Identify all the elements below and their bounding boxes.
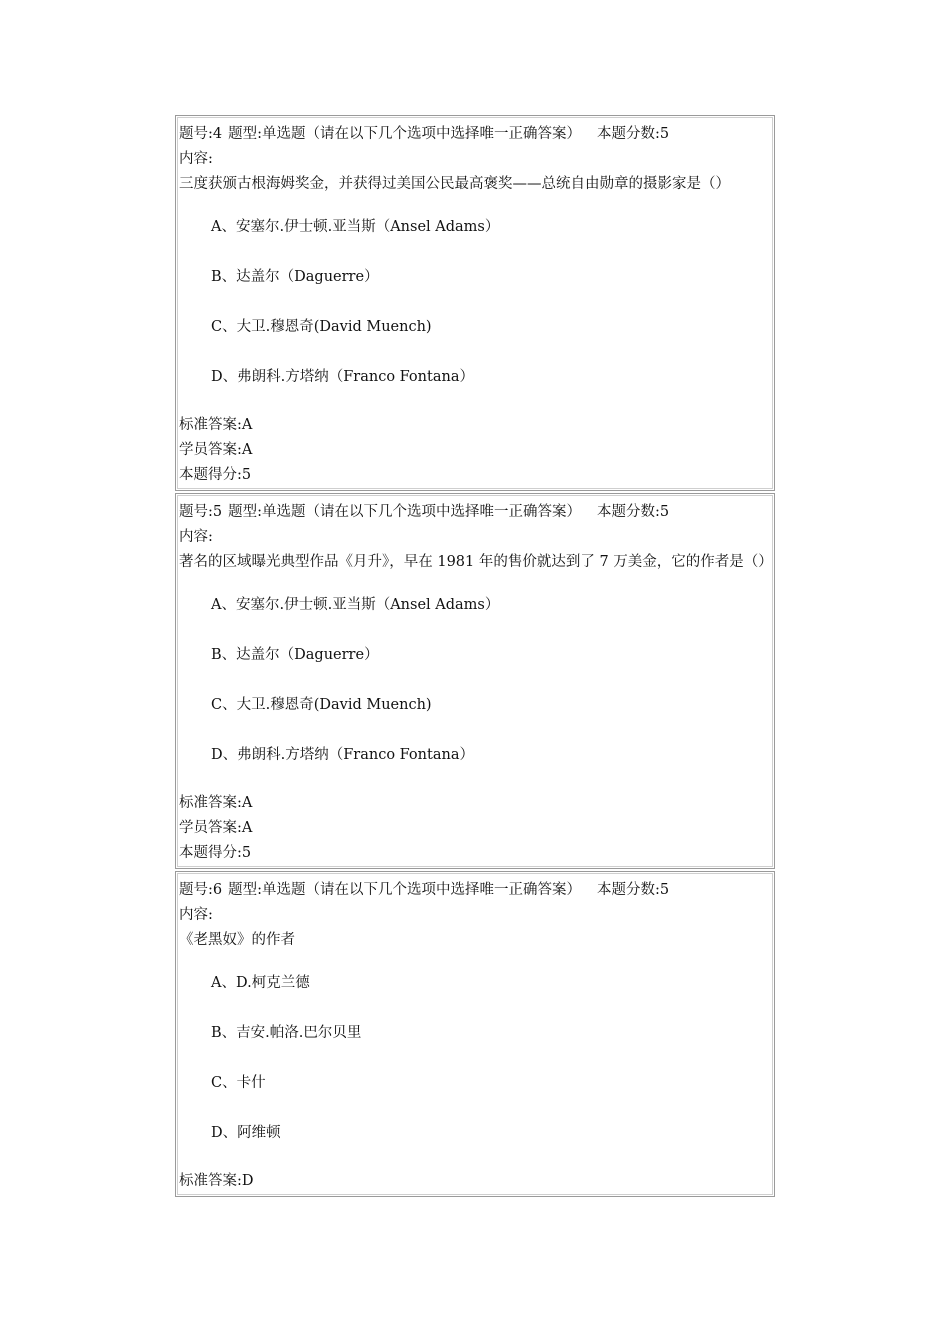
question-stem: 三度获颁古根海姆奖金，并获得过美国公民最高褒奖——总统自由勋章的摄影家是（）: [179, 176, 730, 192]
option-list: [179, 575, 774, 791]
question-header: [179, 878, 774, 903]
option-c: C、卡什: [211, 1075, 266, 1091]
content-label: 内容:: [179, 907, 213, 923]
question-header: [179, 500, 774, 525]
earned-score: 本题得分:5: [179, 845, 252, 861]
earned-score: 本题得分:5: [179, 467, 252, 483]
exam-review-sheet: [175, 115, 775, 1197]
option-list: [179, 953, 774, 1169]
standard-answer: 标准答案:A: [179, 417, 253, 433]
option-a: A、安塞尔.伊士顿.亚当斯（Ansel Adams）: [211, 219, 500, 235]
option-a: A、安塞尔.伊士顿.亚当斯（Ansel Adams）: [211, 597, 500, 613]
question-points: 本题分数:5: [597, 882, 670, 898]
question-header: [179, 122, 774, 147]
option-b: B、达盖尔（Daguerre）: [211, 269, 379, 285]
option-d: D、弗朗科.方塔纳（Franco Fontana）: [211, 369, 474, 385]
content-label: 内容:: [179, 151, 213, 167]
question-number: 题号:4: [179, 126, 223, 142]
option-d: D、阿维顿: [211, 1125, 281, 1141]
option-a: A、D.柯克兰德: [211, 975, 310, 991]
question-block-6: [175, 871, 775, 1197]
student-answer: 学员答案:A: [179, 442, 253, 458]
option-c: C、大卫.穆恩奇(David Muench): [211, 319, 432, 335]
question-type: 题型:单选题（请在以下几个选项中选择唯一正确答案）: [228, 504, 582, 520]
question-points: 本题分数:5: [597, 504, 670, 520]
question-stem: 著名的区域曝光典型作品《月升》，早在 1981 年的售价就达到了 7 万美金，它的作者是（）: [179, 554, 773, 570]
content-label: 内容:: [179, 529, 213, 545]
student-answer: 学员答案:A: [179, 820, 253, 836]
question-block-4: [175, 115, 775, 491]
question-type: 题型:单选题（请在以下几个选项中选择唯一正确答案）: [228, 126, 582, 142]
option-list: [179, 197, 774, 413]
option-b: B、吉安.帕洛.巴尔贝里: [211, 1025, 362, 1041]
option-d: D、弗朗科.方塔纳（Franco Fontana）: [211, 747, 474, 763]
question-block-5: [175, 493, 775, 869]
question-points: 本题分数:5: [597, 126, 670, 142]
standard-answer: 标准答案:A: [179, 795, 253, 811]
question-number: 题号:5: [179, 504, 223, 520]
question-stem: 《老黑奴》的作者: [179, 932, 295, 948]
question-number: 题号:6: [179, 882, 223, 898]
standard-answer: 标准答案:D: [179, 1173, 254, 1189]
question-type: 题型:单选题（请在以下几个选项中选择唯一正确答案）: [228, 882, 582, 898]
option-b: B、达盖尔（Daguerre）: [211, 647, 379, 663]
option-c: C、大卫.穆恩奇(David Muench): [211, 697, 432, 713]
